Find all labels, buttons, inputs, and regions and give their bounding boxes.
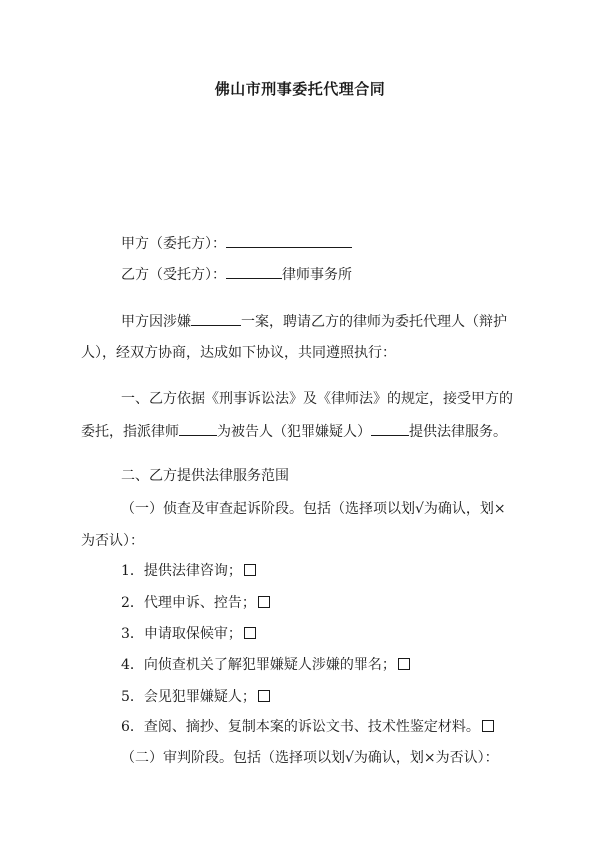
section-1-text-a: 委托，指派律师 [81, 424, 179, 440]
list-item [121, 624, 256, 644]
defendant-blank [371, 421, 409, 436]
list-item [121, 561, 256, 581]
section-1-text-b: 为被告人（犯罪嫌疑人） [217, 424, 371, 440]
list-item [121, 593, 270, 613]
checkbox[interactable] [398, 658, 410, 670]
list-item [121, 687, 270, 707]
list-item-label: 1．提供法律咨询； [121, 563, 242, 579]
checkbox[interactable] [258, 596, 270, 608]
party-a-label: 甲方（委托方）： [121, 236, 226, 252]
section-2-2-line: （二）审判阶段。包括（选择项以划√为确认，划×为否认）： [121, 750, 499, 766]
list-item [121, 717, 494, 737]
section-1-text-c: 提供法律服务。 [409, 424, 507, 440]
list-item-label: 2．代理申诉、控告； [121, 595, 256, 611]
party-b-line [121, 264, 352, 285]
checkbox[interactable] [244, 627, 256, 639]
list-item-label: 5．会见犯罪嫌疑人； [121, 689, 256, 705]
paragraph-1-text-a: 甲方因涉嫌 [121, 314, 191, 330]
party-b-label: 乙方（受托方）： [121, 267, 226, 283]
lawyer-blank [179, 421, 217, 436]
paragraph-1-line-2: 人），经双方协商，达成如下协议，共同遵照执行： [81, 345, 396, 361]
section-2-title: 二、乙方提供法律服务范围 [121, 468, 289, 484]
charge-blank [191, 311, 241, 326]
list-item-label: 4．向侦查机关了解犯罪嫌疑人涉嫌的罪名； [121, 657, 396, 673]
list-item [121, 655, 410, 675]
party-a-blank [226, 233, 352, 248]
list-item-label: 6．查阅、摘抄、复制本案的诉讼文书、技术性鉴定材料。 [121, 719, 480, 735]
section-2-1-line-2: 为否认）： [81, 533, 144, 549]
checkbox[interactable] [244, 564, 256, 576]
checkbox[interactable] [482, 720, 494, 732]
party-a-line [121, 233, 352, 254]
document-title: 佛山市刑事委托代理合同 [214, 80, 386, 98]
paragraph-1-text-b: 一案，聘请乙方的律师为委托代理人（辩护 [241, 314, 507, 330]
party-b-blank [226, 264, 282, 279]
list-item-label: 3．申请取保候审； [121, 626, 242, 642]
checkbox[interactable] [258, 690, 270, 702]
section-2-1-line-1: （一）侦查及审查起诉阶段。包括（选择项以划√为确认，划× [121, 501, 506, 517]
paragraph-1-line-1 [121, 311, 507, 332]
section-1-line-1: 一、乙方依据《刑事诉讼法》及《律师法》的规定，接受甲方的 [121, 391, 513, 407]
party-b-suffix: 律师事务所 [282, 267, 352, 283]
section-1-line-2 [81, 421, 507, 442]
